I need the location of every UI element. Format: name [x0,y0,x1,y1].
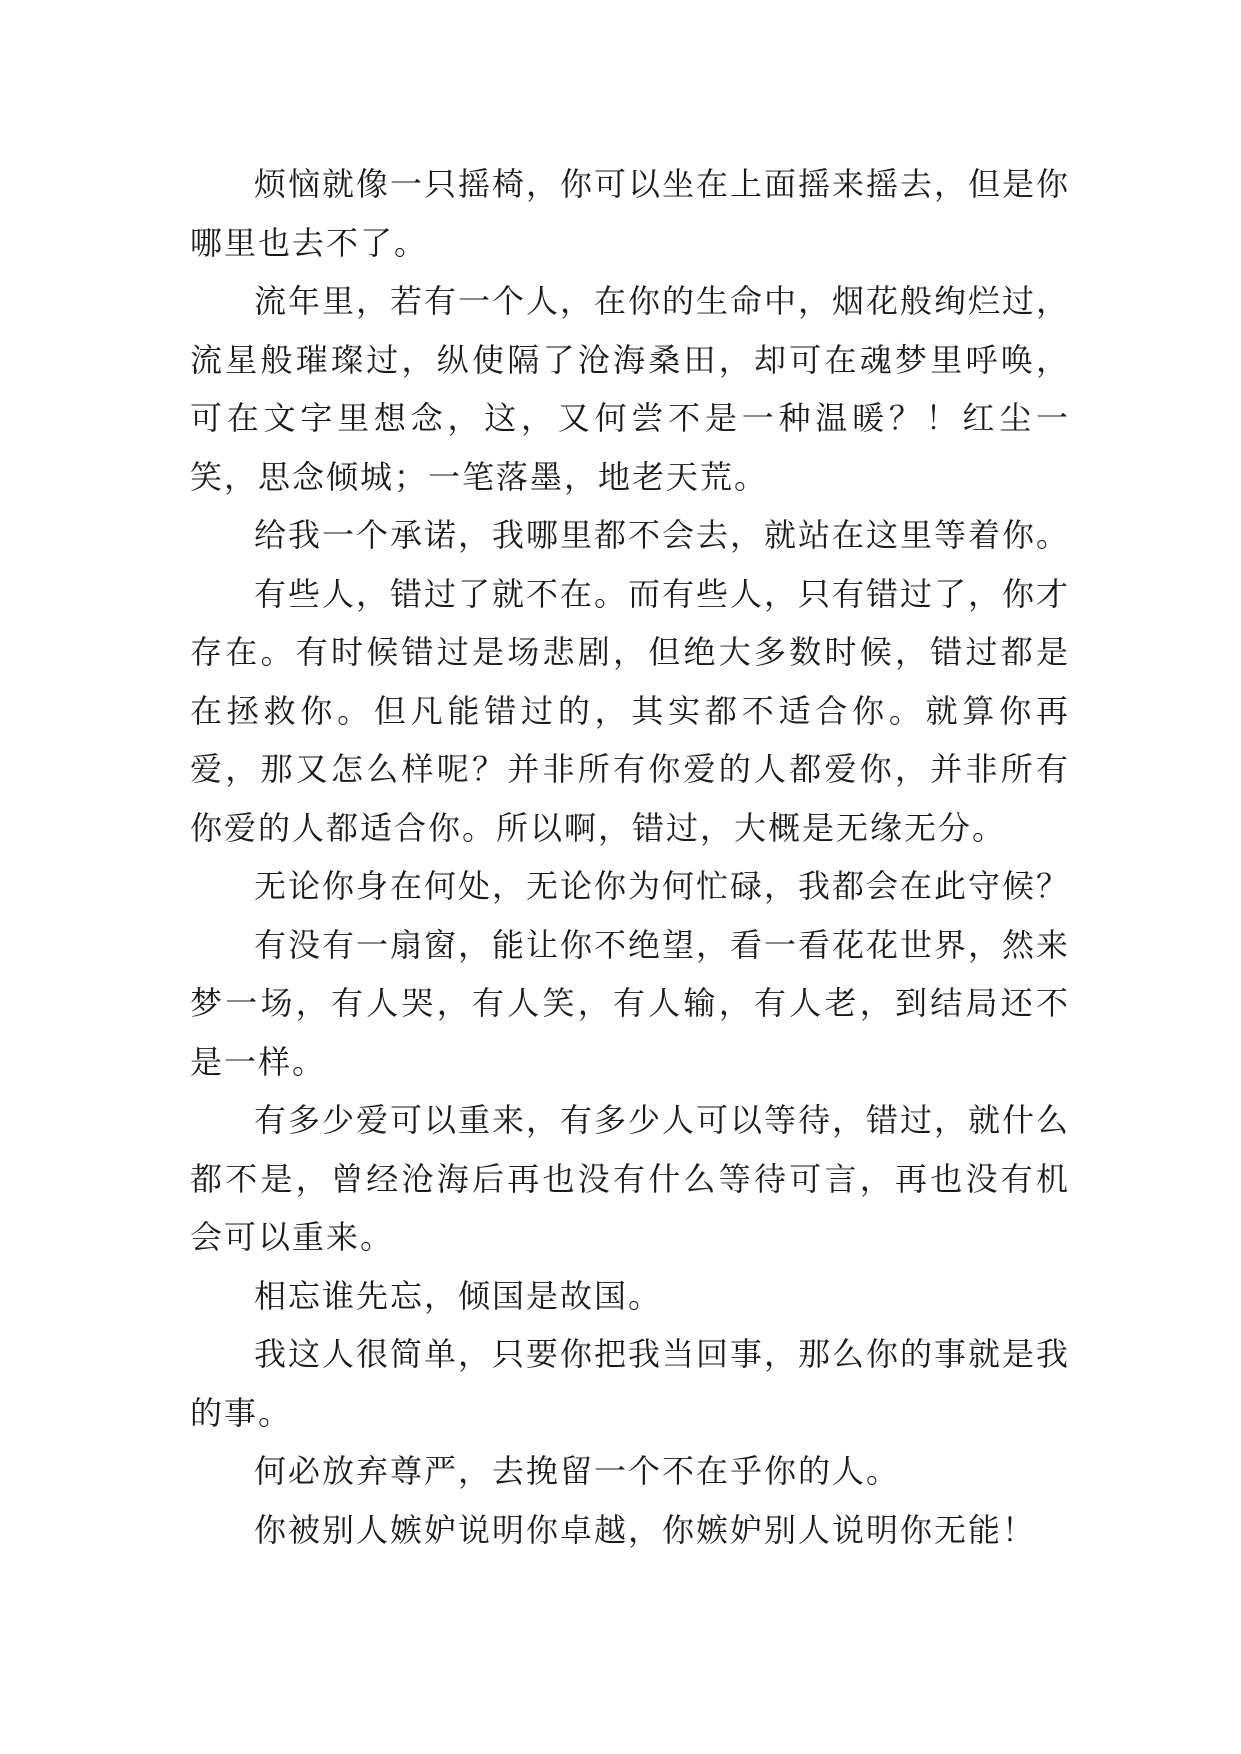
paragraph: 你被别人嫉妒说明你卓越，你嫉妒别人说明你无能！ [254,1510,1037,1549]
paragraph: 相忘谁先忘，倾国是故国。 [254,1276,663,1315]
body-text [190,155,1070,1559]
paragraph: 烦恼就像一只摇椅，你可以坐在上面摇来摇去，但是你哪里也去不了。 [190,165,1071,262]
paragraph: 我这人很简单，只要你把我当回事，那么你的事就是我的事。 [190,1335,1071,1432]
paragraph: 流年里，若有一个人，在你的生命中，烟花般绚烂过，流星般璀璨过，纵使隔了沧海桑田，却可在魂梦里呼唤，可在文字里想念，这，又何尝不是一种温暖？！红尘一笑，思念倾城；一笔落墨，地老天荒。 [190,282,1071,496]
paragraph: 有些人，错过了就不在。而有些人，只有错过了，你才存在。有时候错过是场悲剧，但绝大多数时候，错过都是在拯救你。但凡能错过的，其实都不适合你。就算你再爱，那又怎么样呢？并非所有你爱的人都爱你，并非所有你爱的人都适合你。所以啊，错过，大概是无缘无分。 [190,574,1071,847]
paragraph: 无论你身在何处，无论你为何忙碌，我都会在此守候？ [254,867,1071,905]
paragraph: 有没有一扇窗，能让你不绝望，看一看花花世界，然来梦一场，有人哭，有人笑，有人输，有人老，到结局还不是一样。 [190,925,1071,1081]
paragraph: 给我一个承诺，我哪里都不会去，就站在这里等着你。 [254,516,1071,554]
paragraph: 何必放弃尊严，去挽留一个不在乎你的人。 [254,1452,901,1490]
paragraph: 有多少爱可以重来，有多少人可以等待，错过，就什么都不是，曾经沧海后再也没有什么等待可言，再也没有机会可以重来。 [190,1101,1071,1256]
